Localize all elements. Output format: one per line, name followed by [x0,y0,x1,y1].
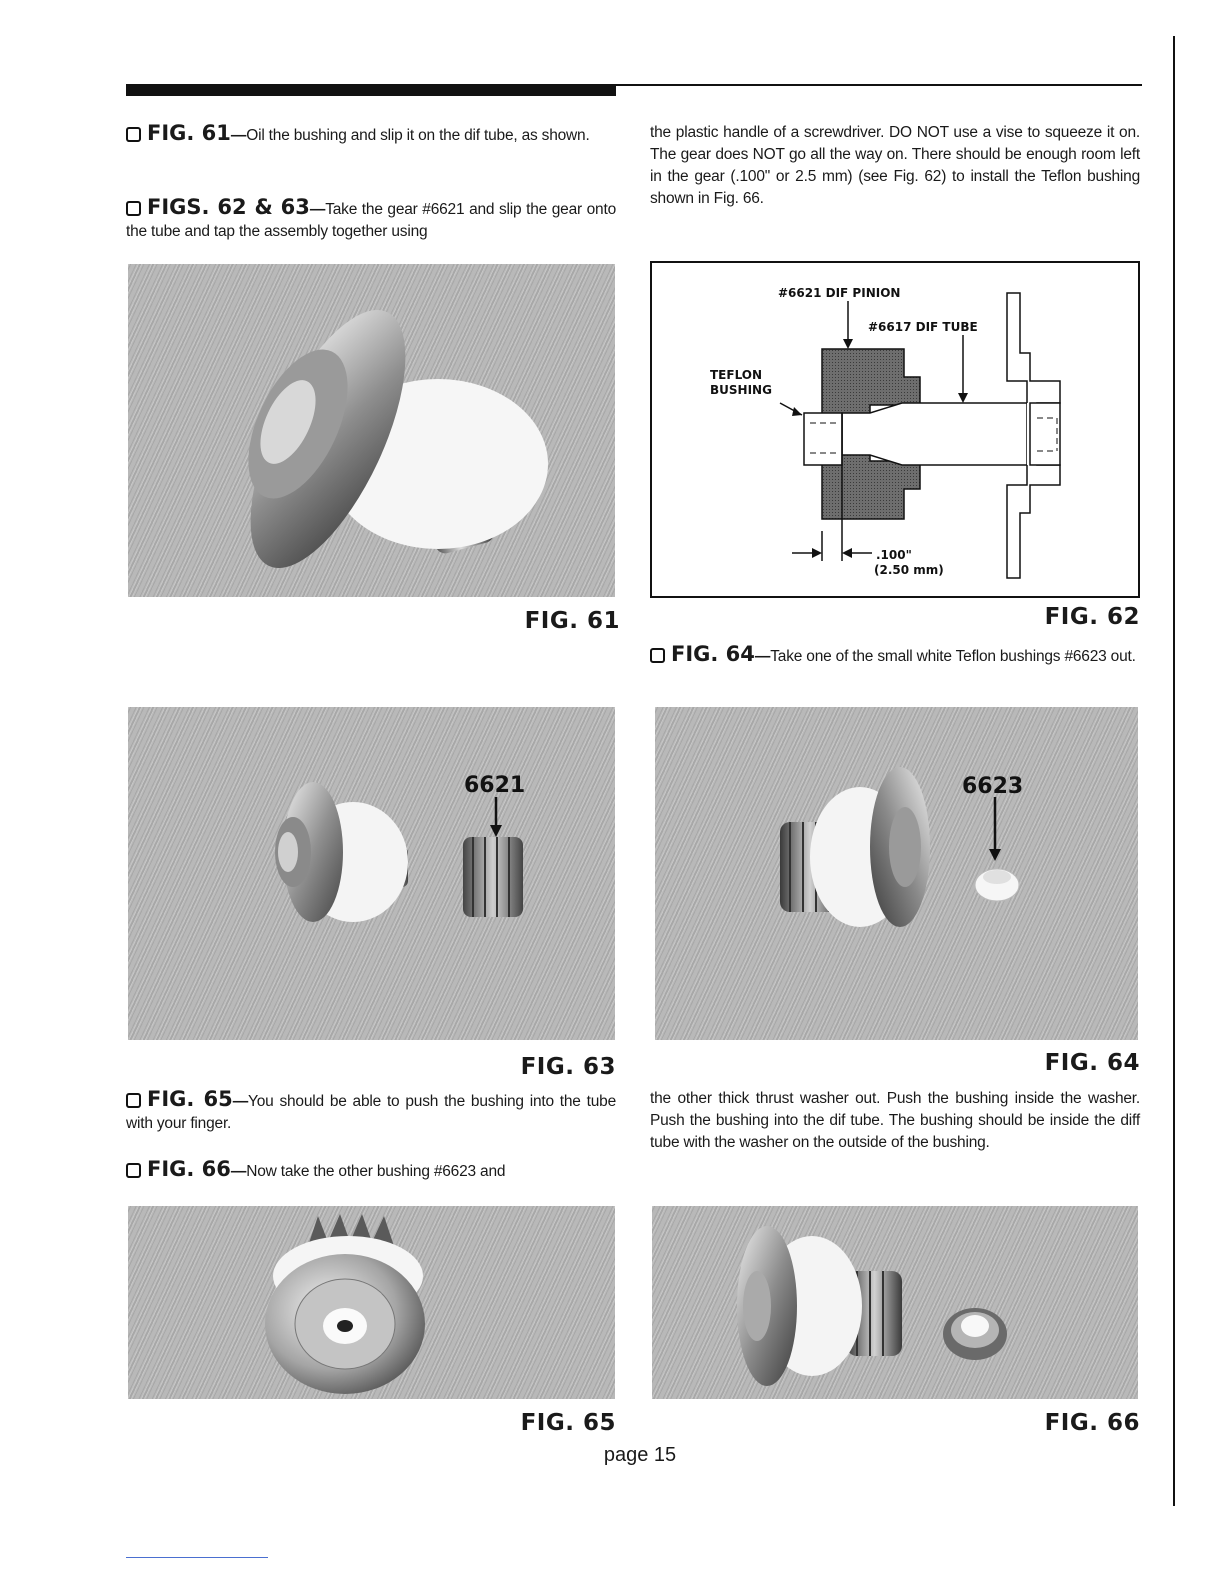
fig65-caption: FIG. 65 [520,1410,616,1436]
fig65-photo [128,1206,615,1399]
fig66-text: Now take the other bushing #6623 and [246,1163,506,1180]
fig61-text: Oil the bushing and slip it on the dif tube, as shown. [246,127,590,144]
fig64-photo [655,707,1138,1040]
fig65-text: You should be able to push the bushing into the tube with your finger. [126,1093,616,1132]
dash: — [232,1093,249,1110]
fig64-caption: FIG. 64 [1044,1050,1140,1076]
fig66-photo-drawing [652,1206,1138,1399]
paragraph-fig64 [650,643,1140,668]
teflon-label-2: BUSHING [710,383,772,397]
footer-link-line [126,1557,268,1558]
dash: — [309,201,326,218]
fig61-photo-drawing [128,264,615,597]
dim-label-2: (2.50 mm) [874,563,944,577]
fig64-photo-drawing [655,707,1138,1040]
dash: — [230,127,247,144]
fig64-heading: FIG. 64 [671,642,755,666]
fig63-photo [128,707,615,1040]
paragraph-right-bottom: the other thick thrust washer out. Push the bushing inside the washer. Push the bushing into the dif tube. The bushing should be inside the diff tube with the washer on the outside of the bushing. [650,1090,1140,1151]
header-rule-thin [616,84,1142,86]
fig63-part-label: 6621 [464,773,526,798]
fig61-heading: FIG. 61 [147,121,231,145]
paragraph-fig62-63 [126,196,616,243]
checkbox-icon[interactable] [126,1163,141,1178]
fig64-part-label: 6623 [962,774,1024,799]
checkbox-icon[interactable] [126,1093,141,1108]
fig65-heading: FIG. 65 [147,1087,233,1111]
paragraph-fig66 [126,1158,616,1183]
checkbox-icon[interactable] [650,648,665,663]
dash: — [230,1163,247,1180]
teflon-label-1: TEFLON [710,368,763,382]
fig62-63-text: Take the gear #6621 and slip the gear onto the tube and tap the assembly together using [126,201,616,240]
pinion-label: #6621 DIF PINION [778,286,901,300]
fig62-caption: FIG. 62 [1044,604,1140,630]
fig63-photo-drawing [128,707,615,1040]
dim-label-1: .100" [876,548,912,562]
fig61-photo [128,264,615,597]
fig65-photo-drawing [128,1206,615,1399]
paragraph-fig61 [126,122,616,147]
checkbox-icon[interactable] [126,127,141,142]
fig63-caption: FIG. 63 [520,1054,616,1080]
checkbox-icon[interactable] [126,201,141,216]
page-number: page 15 [603,1444,677,1466]
fig66-photo [652,1206,1138,1399]
fig66-heading: FIG. 66 [147,1157,231,1181]
header-rule-thick [126,84,616,96]
fig61-caption: FIG. 61 [524,608,620,634]
fig62-63-heading: FIGS. 62 & 63 [147,195,310,219]
tube-label: #6617 DIF TUBE [868,320,978,334]
fig62-diagram [650,261,1140,598]
fig64-text: Take one of the small white Teflon bushings #6623 out. [770,648,1136,665]
page-margin-line [1173,36,1175,1506]
paragraph-fig65 [126,1088,616,1135]
dash: — [754,648,771,665]
paragraph-right-top: the plastic handle of a screwdriver. DO NOT use a vise to squeeze it on. The gear does NOT go all the way on. There should be enough room left in the gear (.100" or 2.5 mm) (see Fig. 62) to install the Teflon bushing shown in Fig. 66. [650,124,1140,207]
fig66-caption: FIG. 66 [1044,1410,1140,1436]
fig62-diagram-drawing [652,263,1138,596]
